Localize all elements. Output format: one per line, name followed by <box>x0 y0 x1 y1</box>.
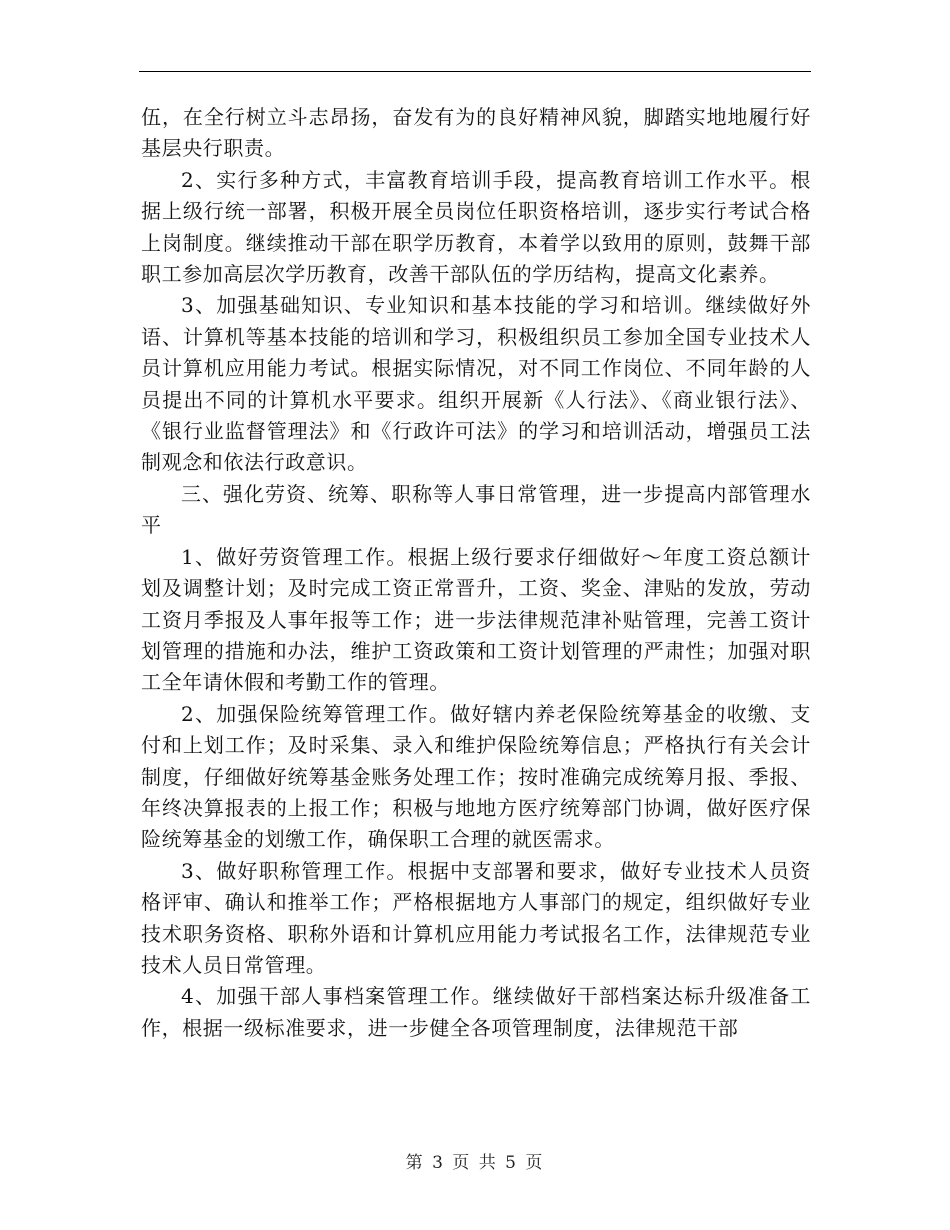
paragraph: 1、做好劳资管理工作。根据上级行要求仔细做好～年度工资总额计划及调整计划；及时完成工资正常晋升，工资、奖金、津贴的发放，劳动工资月季报及人事年报等工作；进一步法律规范津补贴管理，完善工资计划管理的措施和办法，维护工资政策和工资计划管理的严肃性；加强对职工全年请休假和考勤工作的管理。 <box>141 544 811 695</box>
paragraph: 2、加强保险统筹管理工作。做好辖内养老保险统筹基金的收缴、支付和上划工作；及时采集、录入和维护保险统筹信息；严格执行有关会计制度，仔细做好统筹基金账务处理工作；按时准确完成统筹月报、季报、年终决算报表的上报工作；积极与地地方医疗统筹部门协调，做好医疗保险统筹基金的划缴工作，确保职工合理的就医需求。 <box>141 701 811 852</box>
paragraph: 4、加强干部人事档案管理工作。继续做好干部档案达标升级准备工作，根据一级标准要求，进一步健全各项管理制度，法律规范干部 <box>141 984 811 1040</box>
page-number: 第 3 页 共 5 页 <box>405 1153 545 1173</box>
paragraph: 3、做好职称管理工作。根据中支部署和要求，做好专业技术人员资格评审、确认和推举工作；严格根据地方人事部门的规定，组织做好专业技术职务资格、职称外语和计算机应用能力考试报名工作，法律规范专业技术人员日常管理。 <box>141 858 811 977</box>
header-rule <box>139 71 811 72</box>
paragraph: 3、加强基础知识、专业知识和基本技能的学习和培训。继续做好外语、计算机等基本技能的培训和学习，积极组织员工参加全国专业技术人员计算机应用能力考试。根据实际情况，对不同工作岗位、不同年龄的人员提出不同的计算机水平要求。组织开展新《人行法》、《商业银行法》、《银行业监督管理法》和《行政许可法》的学习和培训活动，增强员工法制观念和依法行政意识。 <box>141 293 811 475</box>
paragraph: 伍，在全行树立斗志昂扬，奋发有为的良好精神风貌，脚踏实地地履行好基层央行职责。 <box>141 105 811 161</box>
section-heading: 三、强化劳资、统筹、职称等人事日常管理，进一步提高内部管理水平 <box>141 481 811 538</box>
paragraph: 2、实行多种方式，丰富教育培训手段，提高教育培训工作水平。根据上级行统一部署，积极开展全员岗位任职资格培训，逐步实行考试合格上岗制度。继续推动干部在职学历教育，本着学以致用的原则，鼓舞干部职工参加高层次学历教育，改善干部队伍的学历结构，提高文化素养。 <box>141 167 811 287</box>
document-body <box>141 102 811 1044</box>
